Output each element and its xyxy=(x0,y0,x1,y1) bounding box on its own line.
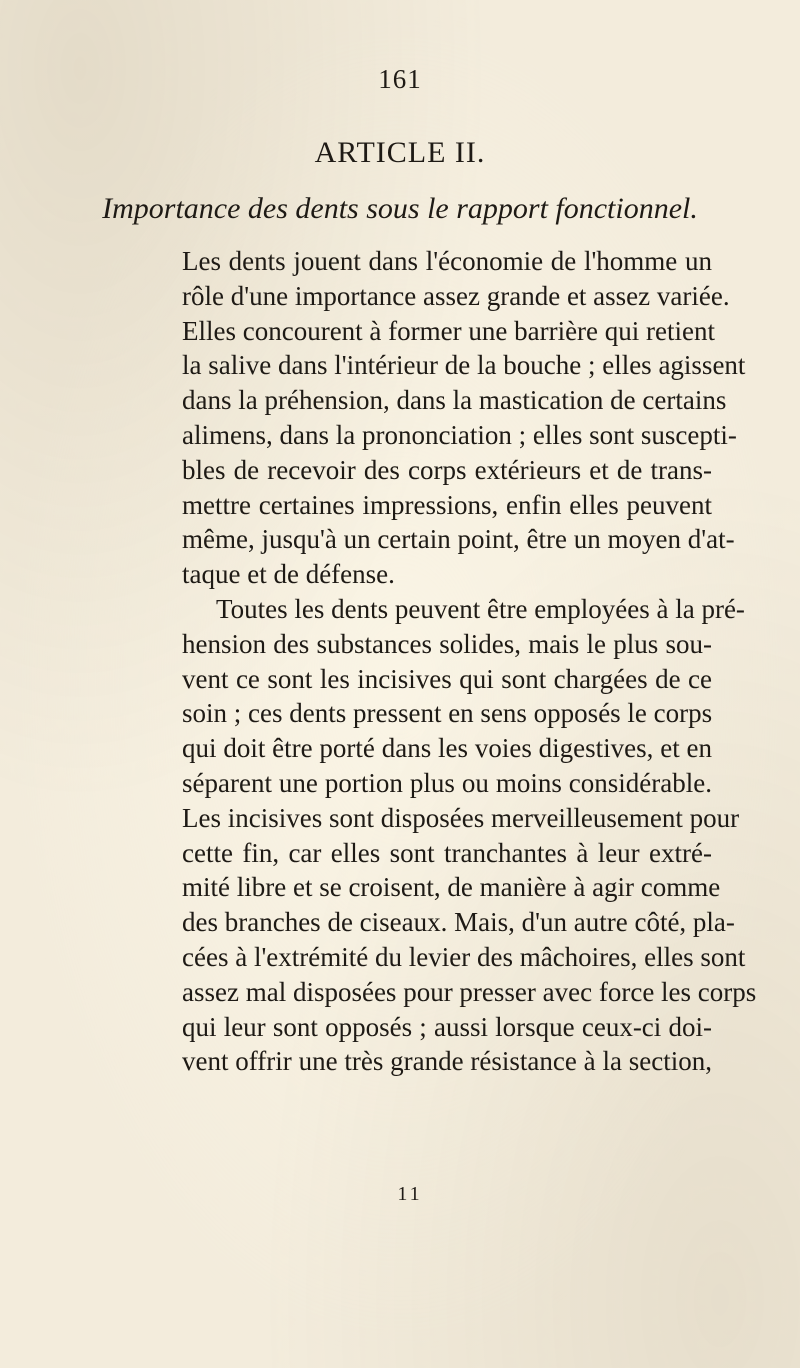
text-line: alimens, dans la prononciation ; elles sont suscepti- xyxy=(182,419,737,450)
text-line: soin ; ces dents pressent en sens opposés le corps xyxy=(182,698,713,729)
text-line: séparent une portion plus ou moins considérable. xyxy=(182,767,712,798)
text-line: taque et de défense. xyxy=(182,559,395,590)
text-line: qui doit être porté dans les voies digestives, et en xyxy=(182,733,712,764)
text-line: mité libre et se croisent, de manière à agir comme xyxy=(182,872,721,903)
article-subtitle: Importance des dents sous le rapport fonctionnel. xyxy=(102,192,698,225)
body-text xyxy=(182,244,757,1079)
text-line: Les dents jouent dans l'économie de l'homme un xyxy=(182,246,712,276)
text-line: mettre certaines impressions, enfin elles peuvent xyxy=(182,489,712,520)
text-line: vent offrir une très grande résistance à la section, xyxy=(182,1046,712,1077)
page-number: 161 xyxy=(378,64,422,94)
text-line: vent ce sont les incisives qui sont chargées de ce xyxy=(182,663,712,694)
text-line: cées à l'extrémité du levier des mâchoires, elles sont xyxy=(182,941,746,972)
text-line: assez mal disposées pour presser avec force les corps xyxy=(182,976,757,1007)
text-line: Toutes les dents peuvent être employées à la pré- xyxy=(216,593,745,624)
text-line: bles de recevoir des corps extérieurs et de trans- xyxy=(182,454,712,485)
text-line: Elles concourent à former une barrière qui retient xyxy=(182,315,715,346)
text-line: dans la préhension, dans la mastication de certains xyxy=(182,385,727,416)
signature-mark: 11 xyxy=(397,1183,423,1205)
text-line: des branches de ciseaux. Mais, d'un autre côté, pla- xyxy=(182,907,735,938)
text-line: qui leur sont opposés ; aussi lorsque ceux-ci doi- xyxy=(182,1011,712,1042)
text-line: la salive dans l'intérieur de la bouche ; elles agissent xyxy=(182,350,746,381)
text-line: hension des substances solides, mais le plus sou- xyxy=(182,628,712,659)
article-heading: ARTICLE II. xyxy=(314,136,486,169)
text-line: cette fin, car elles sont tranchantes à leur extré- xyxy=(182,837,712,868)
text-line: Les incisives sont disposées merveilleusement pour xyxy=(182,802,740,833)
text-line: rôle d'une importance assez grande et assez variée. xyxy=(182,280,730,311)
text-line: même, jusqu'à un certain point, être un moyen d'at- xyxy=(182,524,735,555)
